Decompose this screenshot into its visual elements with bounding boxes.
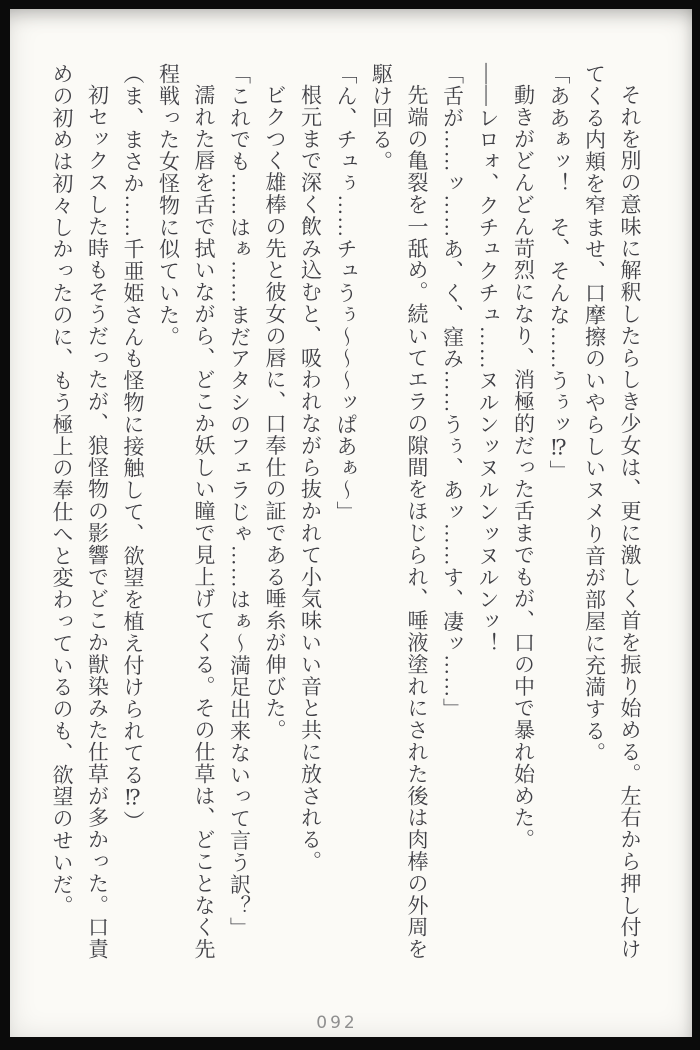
paragraph: それを別の意味に解釈したらしき少女は、更に激しく首を振り始める。左右から押し付けてくる内頬を窄ませ、口摩擦のいやらしいヌメり音が部屋に充満する。 [582,63,642,960]
paragraph: 根元まで深く飲み込むと、吸われながら抜かれて小気味いい音と共に放される。 [298,84,323,873]
paragraph: 動きがどんどん苛烈になり、消極的だった舌までもが、口の中で暴れ始めた。 [511,84,536,851]
paragraph: 濡れた唇を舌で拭いながら、どこか妖しい瞳で見上げてくる。その仕草は、どことなく先程戦った女怪物に似ていた。 [156,63,216,960]
paragraph-dialogue: 「ああぁッ！ そ、そんな……うぅッ⁉」 [547,63,571,483]
paragraph: 先端の亀裂を一舐め。続いてエラの隙間をほじられ、唾液塗れにされた後は肉棒の外周を駆け回る。 [369,63,429,960]
paragraph-sfx: ――レロォ、クチュクチュ……ヌルンッヌルンッヌルンッ！ [476,63,500,655]
page-number: 092 [316,1013,358,1033]
paragraph-dialogue: 「これでも……はぁ……まだアタシのフェラじゃ……はぁ〜満足出来ないって言う訳？」 [227,63,252,939]
paragraph: 初セックスした時もそうだったが、狼怪物の影響でどこか獣染みた仕草が多かった。口責めの初めは初々しかったのに、もう極上の奉仕へと変わっているのも、欲望のせいだ。 [50,63,110,960]
vertical-text-block [44,63,648,962]
book-page [10,9,692,1037]
paragraph: ビクつく雄棒の先と彼女の唇に、口奉仕の証である唾糸が伸びた。 [263,84,287,741]
paragraph-thought: （ま、まさか……千亜姫さんも怪物に接触して、欲望を植え付けられてる⁉） [121,63,145,833]
paragraph-dialogue: 「ん、チュぅ……チュうぅ〜〜〜ッぱあぁ〜」 [334,63,358,523]
paragraph-dialogue: 「舌が……ッ……あ、く、窪み……うぅ、あッ……す、凄ッ……」 [440,63,465,720]
